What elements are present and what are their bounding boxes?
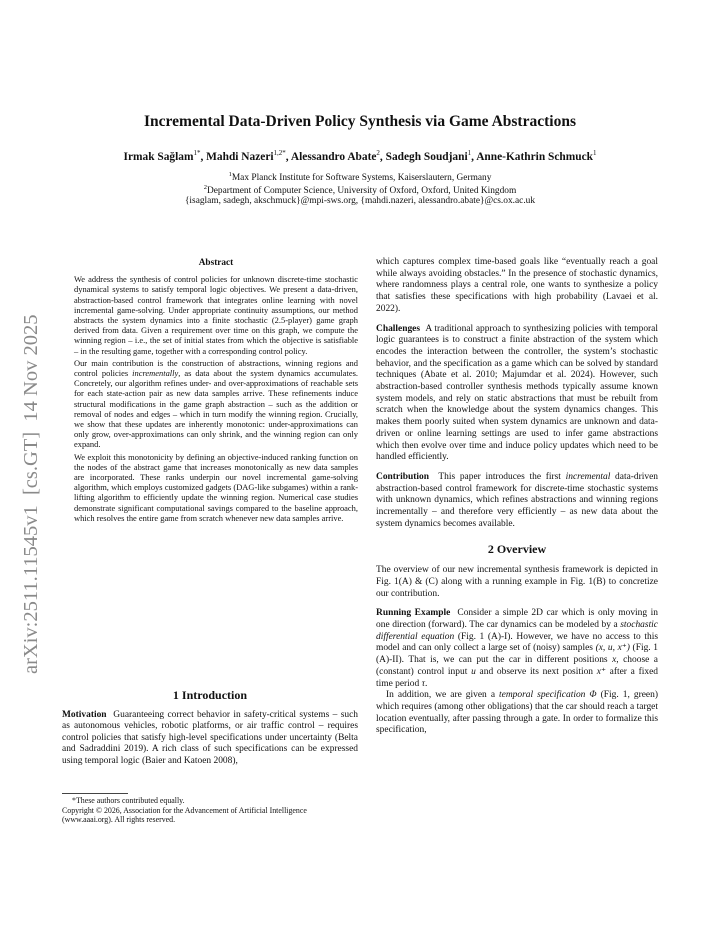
affiliation-sup: 1 bbox=[228, 171, 232, 178]
text-span: (Fig. 1 (A)-II). That is, we can put the car in different positions bbox=[376, 643, 658, 666]
text-span: , choose a (constant) control input bbox=[376, 655, 659, 677]
text-span: This paper introduces the first bbox=[438, 471, 566, 482]
text-span: Guaranteeing correct behavior in safety-critical systems – such as autonomous vehicles, robotic platforms, or air traffic control – requires control policies that satisfy high-level specifications under uncertainty (Belta and Sadraddini 2019). A rich class of such specifications can be expressed using temporal logic (Baier and Katoen 2008), bbox=[62, 709, 359, 766]
text-span: , as data about the system dynamics accumulates. Concretely, our algorithm refines under- and over-approximations of reachable sets for each state-action pair as new data samples arrive. These refinements induce structural modifications in the game graph abstraction – such as the addition or removal of nodes and edges – which in turn modify the winning region. Crucially, we show that these updates are inherently monotonic: under-approximations can only grow, over-approximations can only shrink, and the winning region can only expand. bbox=[74, 368, 358, 450]
author-name: Alessandro Abate bbox=[290, 150, 377, 163]
footnote-rule bbox=[62, 793, 128, 794]
emphasis: temporal specification Φ bbox=[499, 690, 597, 701]
run-in-heading: Contribution bbox=[376, 471, 429, 482]
text-span: (Fig. 1 (A)-I). However, we have no access to this model and can only collect a large set of (noisy) samples bbox=[376, 631, 658, 654]
text-span: after a fixed time period bbox=[376, 666, 658, 689]
math: x bbox=[612, 655, 617, 666]
abstract-paragraph: We exploit this monotonicity by defining an objective-induced ranking function on the nodes of the abstract game that increases monotonically as new data samples are incorporated. These ranks underpin our novel incremental game-solving algorithm, which employs customized gadgets (DAG-like subgames) within a rank-lifting algorithm to efficiently update the winning region. Numerical case studies demonstrate significant computational savings compared to the baseline approach, which resolves the entire game from scratch whenever new data samples arrive. bbox=[74, 451, 358, 523]
text-span: (Fig. 1, green) which requires (among other obligations) that the car should reach a target location eventually, after passing through a gate. In order to formalize this specification, bbox=[376, 690, 658, 736]
emphasis: incremental bbox=[565, 471, 611, 482]
body-paragraph: which captures complex time-based goals like “eventually reach a goal while always avoiding obstacles.” In the presence of stochastic dynamics, where randomness plays a central role, one wants to synthesize a policy that satisfies these specifications with high probability (Lavaei et al. 2022). bbox=[376, 257, 658, 314]
section-heading: 2 Overview bbox=[487, 542, 547, 557]
text-span: and observe its next position bbox=[475, 666, 597, 677]
author-sup: 2 bbox=[376, 149, 380, 157]
author-sup: 1* bbox=[193, 149, 201, 157]
text-span: . bbox=[425, 678, 428, 689]
affiliation-text: Max Planck Institute for Software Systems, Kaiserslautern, Germany bbox=[231, 173, 492, 184]
abstract-paragraph bbox=[74, 358, 358, 450]
copyright-notice: Copyright © 2026, Association for the Advancement of Artificial Intelligence (www.aaai.org). All rights reserved. bbox=[62, 805, 307, 825]
text-span: In addition, we are given a bbox=[386, 690, 500, 701]
footnote bbox=[62, 796, 358, 825]
body-paragraph bbox=[376, 690, 658, 737]
affiliation-sup: 2 bbox=[203, 184, 207, 191]
author-sup: 1 bbox=[592, 149, 597, 157]
run-in-heading: Running Example bbox=[376, 608, 451, 619]
abstract-heading: Abstract bbox=[198, 258, 234, 268]
intro-paragraph bbox=[62, 710, 358, 768]
text-span: Consider a simple 2D car which is only moving in one direction (forward). The car dynamics can be modeled by a bbox=[376, 608, 658, 630]
right-column bbox=[376, 257, 658, 737]
arxiv-id-text: arXiv:2511.11545v1 [cs.GT] 14 Nov 2025 bbox=[20, 314, 42, 674]
section-heading: 1 Introduction bbox=[172, 688, 248, 702]
math: u bbox=[471, 666, 476, 677]
abstract-section bbox=[74, 258, 358, 525]
footnote-star: *These authors contributed equally. bbox=[72, 796, 185, 805]
run-in-heading: Challenges bbox=[376, 323, 421, 334]
author-name: Sadegh Soudjani bbox=[385, 150, 468, 163]
emphasis: stochastic differential equation bbox=[376, 619, 658, 642]
paper-title: Incremental Data-Driven Policy Synthesis via Game Abstractions bbox=[144, 113, 576, 130]
abstract-paragraph: We address the synthesis of control policies for unknown discrete-time stochastic dynamical systems to satisfy temporal logic objectives. We present a data-driven, abstraction-based control framework that integrates online learning with novel incremental game-solving. Under appropriate continuity assumptions, our method abstracts the system dynamics into a finite stochastic (2.5-player) game graph derived from data. Given a requirement over time on this graph, we compute the winning region – i.e., the set of initial states from which the objective is satisfiable – in the resulting game, together with a corresponding control policy. bbox=[74, 274, 358, 356]
text-span: data-driven abstraction-based control framework for discrete-time stochastic systems with unknown dynamics, which refines abstractions and winning regions incrementally – and therefore very efficiently – as new data about the system dynamics becomes available. bbox=[376, 471, 659, 529]
challenges-paragraph bbox=[376, 324, 658, 464]
math: x⁺ bbox=[596, 666, 606, 677]
author-list: Irmak Sağlam$^{1*}$, Mahdi Nazeri$^{1,2*}$, Alessandro Abate$^2$, Sadegh Soudjani$^1$, Anne-Kathrin Schmuck$^1$ bbox=[123, 149, 597, 163]
math: τ bbox=[421, 678, 425, 689]
author-name: Irmak Sağlam bbox=[123, 150, 194, 163]
overview-paragraph: The overview of our new incremental synthesis framework is depicted in Fig. 1(A) & (C) along with a running example in Fig. 1(B) to concretize our contribution. bbox=[376, 565, 658, 599]
introduction-section bbox=[62, 690, 358, 768]
affiliation-text: Department of Computer Science, University of Oxford, Oxford, United Kingdom bbox=[206, 186, 517, 197]
running-example-paragraph bbox=[376, 608, 658, 690]
author-sup: 1,2* bbox=[273, 149, 286, 157]
emphasis: incrementally bbox=[132, 368, 179, 379]
author-sup: 1 bbox=[467, 149, 472, 157]
author-name: Mahdi Nazeri bbox=[206, 150, 274, 163]
contribution-paragraph bbox=[376, 472, 658, 531]
arxiv-stamp bbox=[8, 256, 48, 676]
author-name: Anne-Kathrin Schmuck bbox=[476, 150, 593, 163]
author-emails: {isaglam, sadegh, akschmuck}@mpi-sws.org, {mahdi.nazeri, alessandro.abate}@cs.ox.ac.uk bbox=[184, 196, 536, 206]
math: (x, u, x⁺) bbox=[595, 643, 630, 654]
run-in-heading: Motivation bbox=[62, 709, 107, 720]
text-span: Our main contribution is the construction of abstractions, winning regions and control policies bbox=[74, 357, 358, 379]
text-span: A traditional approach to synthesizing policies with temporal logic guarantees is to construct a finite abstraction of the system which encodes the interaction between the controller, the system’s stochastic behavior, and the specification as a game which can be solved by standard techniques (Abate et al. 2010; Majumdar et al. 2024). However, such abstraction-based controller synthesis methods typically assume known system models, and rely on static abstractions that must be rebuilt from scratch when the knowledge about the system dynamics changes. This makes them poorly suited when system dynamics are unknown and data-driven or online learning settings are used to infer game abstractions which then evolve over time and induce policy updates which need to be handled efficiently. bbox=[376, 323, 658, 463]
